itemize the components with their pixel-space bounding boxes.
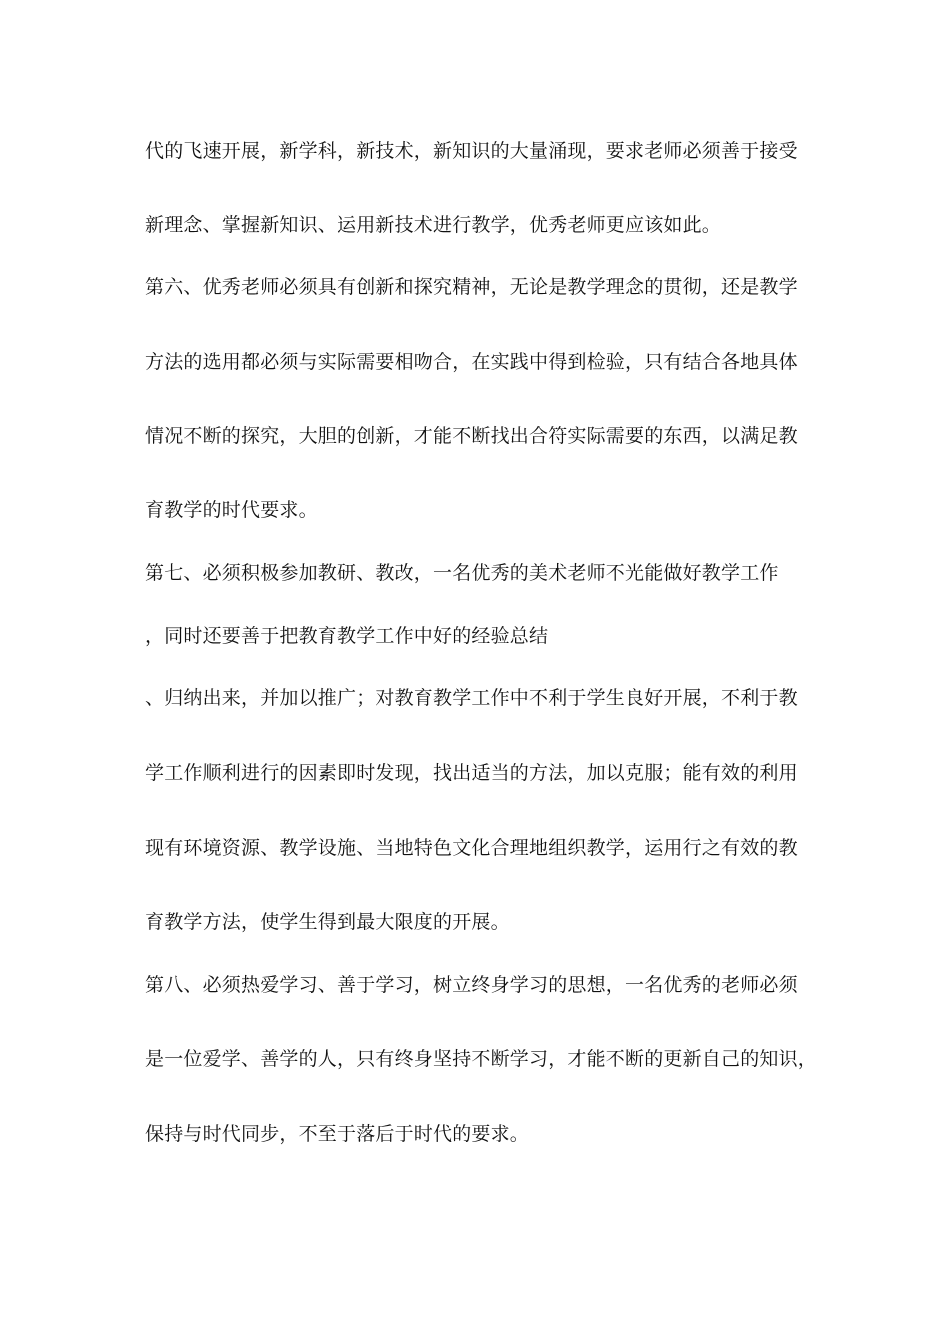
text-line-4: 方法的选用都必须与实际需要相吻合，在实践中得到检验，只有结合各地具体	[145, 351, 798, 373]
text-line-12: 育教学方法，使学生得到最大限度的开展。	[145, 911, 510, 933]
text-line-11: 现有环境资源、教学设施、当地特色文化合理地组织教学，运用行之有效的教	[145, 837, 798, 859]
text-line-1: 代的飞速开展，新学科，新技术，新知识的大量涌现，要求老师必须善于接受	[145, 140, 798, 162]
text-line-5: 情况不断的探究，大胆的创新，才能不断找出合符实际需要的东西，以满足教	[145, 425, 798, 447]
text-line-8: ，同时还要善于把教育教学工作中好的经验总结	[145, 625, 549, 647]
text-line-7: 第七、必须积极参加教研、教改，一名优秀的美术老师不光能做好教学工作	[145, 562, 779, 584]
text-line-2: 新理念、掌握新知识、运用新技术进行教学，优秀老师更应该如此。	[145, 214, 722, 236]
text-line-13: 第八、必须热爱学习、善于学习，树立终身学习的思想，一名优秀的老师必须	[145, 974, 798, 996]
text-line-15: 保持与时代同步，不至于落后于时代的要求。	[145, 1123, 530, 1145]
text-line-14: 是一位爱学、善学的人，只有终身坚持不断学习，才能不断的更新自己的知识，	[145, 1048, 818, 1070]
text-line-9: 、归纳出来，并加以推广；对教育教学工作中不利于学生良好开展，不利于教	[145, 687, 798, 709]
text-line-6: 育教学的时代要求。	[145, 499, 318, 521]
text-line-10: 学工作顺利进行的因素即时发现，找出适当的方法，加以克服；能有效的利用	[145, 762, 798, 784]
text-line-3: 第六、优秀老师必须具有创新和探究精神，无论是教学理念的贯彻，还是教学	[145, 276, 798, 298]
